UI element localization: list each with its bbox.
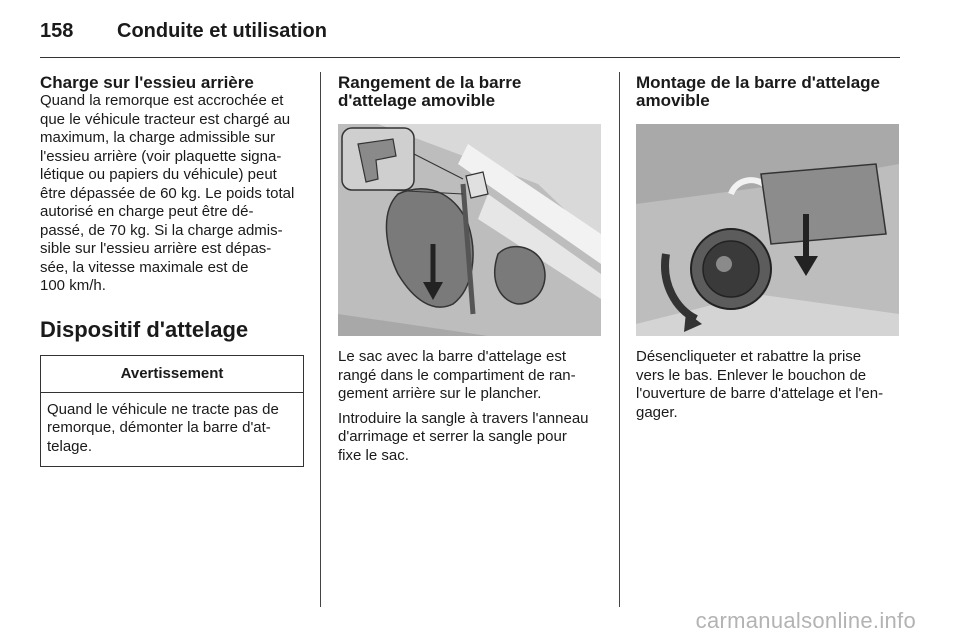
text-line: telage.	[47, 437, 93, 455]
column-divider-1	[320, 72, 321, 607]
mounting-heading	[636, 74, 902, 110]
text-line: l'essieu arrière (voir plaquette signa-	[40, 147, 282, 165]
text-line: fixe le sac.	[338, 446, 409, 464]
text-line: remorque, démonter la barre d'at-	[47, 419, 271, 436]
header-divider	[40, 57, 900, 58]
storage-paragraph-2	[338, 410, 604, 466]
text-line: 100 km/h.	[40, 277, 106, 294]
text-line: passé, de 70 kg. Si la charge admis-	[40, 221, 283, 239]
towing-device-heading: Dispositif d'attelage	[40, 316, 249, 342]
text-line: Quand le véhicule ne tracte pas de	[47, 400, 279, 418]
heading-line: Montage de la barre d'attelage	[636, 73, 880, 92]
mounting-illustration	[636, 124, 899, 336]
text-line: que le véhicule tracteur est chargé au	[40, 110, 291, 128]
storage-illustration	[338, 124, 601, 336]
rear-axle-heading: Charge sur l'essieu arrière	[40, 73, 254, 92]
text-line: l'ouverture de barre d'attelage et l'en-	[636, 385, 884, 402]
page-number: 158	[40, 20, 74, 42]
text-line: être dépassée de 60 kg. Le poids total	[40, 184, 295, 202]
text-line: létique ou papiers du véhicule) peut	[40, 166, 277, 183]
storage-paragraph-1	[338, 348, 604, 404]
column-2	[338, 74, 604, 465]
text-line: Quand la remorque est accrochée et	[40, 92, 284, 109]
warning-body	[41, 393, 303, 467]
tow-bar-bag-illustration	[338, 124, 601, 336]
text-line: d'arrimage et serrer la sangle pour	[338, 428, 567, 445]
storage-heading	[338, 74, 604, 110]
page-header	[40, 20, 327, 44]
text-line: Introduire la sangle à travers l'anneau	[338, 409, 589, 427]
watermark: carmanualsonline.info	[695, 608, 916, 633]
text-line: gement arrière sur le plancher.	[338, 385, 542, 402]
heading-line: d'attelage amovible	[338, 91, 496, 110]
text-line: Désencliqueter et rabattre la prise	[636, 348, 862, 365]
heading-line: Rangement de la barre	[338, 73, 522, 92]
text-line: rangé dans le compartiment de ran-	[338, 366, 576, 384]
heading-line: amovible	[636, 91, 710, 110]
text-line: vers le bas. Enlever le bouchon de	[636, 366, 867, 384]
text-line: maximum, la charge admissible sur	[40, 129, 276, 146]
column-divider-2	[619, 72, 620, 607]
text-line: sée, la vitesse maximale est de	[40, 258, 249, 276]
tow-bar-socket-illustration	[636, 124, 899, 336]
text-line: autorisé en charge peut être dé-	[40, 203, 254, 220]
mounting-paragraph	[636, 348, 902, 422]
column-1	[40, 74, 306, 467]
column-3	[636, 74, 902, 422]
text-line: gager.	[636, 403, 678, 421]
warning-box	[40, 355, 304, 468]
text-line: sible sur l'essieu arrière est dépas-	[40, 240, 272, 257]
warning-title: Avertissement	[41, 356, 303, 393]
text-line: Le sac avec la barre d'attelage est	[338, 348, 567, 365]
section-title: Conduite et utilisation	[117, 20, 327, 42]
rear-axle-paragraph	[40, 92, 306, 296]
